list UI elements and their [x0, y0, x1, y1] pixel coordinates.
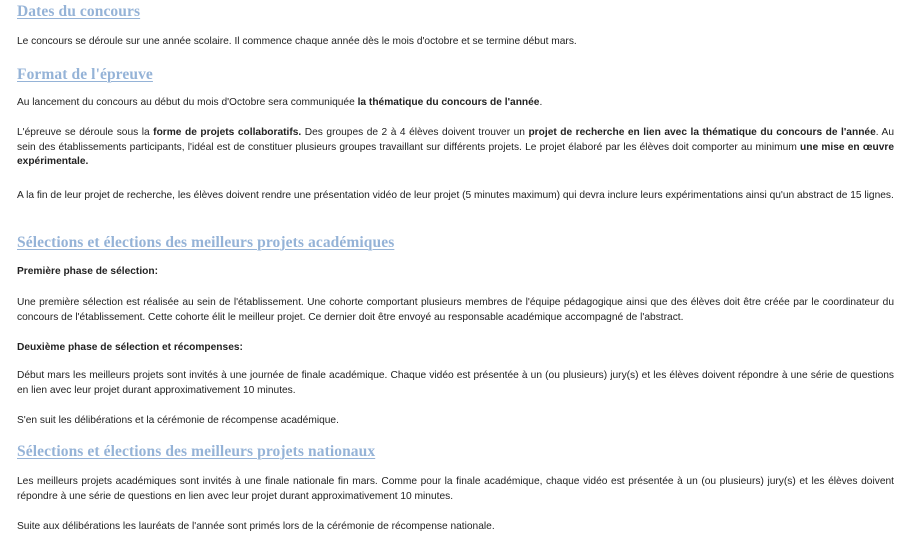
academic-paragraph-3: S'en suit les délibérations et la cérémonie de récompense académique.: [17, 415, 339, 426]
heading-academic: Sélections et élections des meilleurs projets académiques: [17, 234, 395, 251]
academic-subheading-1: Première phase de sélection:: [17, 266, 158, 277]
national-paragraph-2: Suite aux délibérations les lauréats de l'année sont primés lors de la cérémonie de récompense nationale.: [17, 521, 495, 532]
academic-subheading-2: Deuxième phase de sélection et récompenses:: [17, 342, 243, 353]
heading-national: Sélections et élections des meilleurs projets nationaux: [17, 443, 376, 460]
format-paragraph-2: L'épreuve se déroule sous la forme de projets collaboratifs. Des groupes de 2 à 4 élèves doivent trouver un projet de recherche en lien avec la thématique du concours de l'année. Au sein des établissements participants, l'idéal est de constituer plusieurs groupes travaillant sur différents projets. Le projet élaboré par les élèves doit comporter au minimum une mise en œuvre expérimentale.: [17, 127, 895, 168]
academic-paragraph-1: Une première sélection est réalisée au sein de l'établissement. Une cohorte comportant plusieurs membres de l'équipe pédagogique ainsi que des élèves doit être créée par le coordinateur du concours de l'établissement. Cette cohorte élit le meilleur projet. Ce dernier doit être envoyé au responsable académique accompagné de l'abstract.: [17, 297, 894, 323]
format-paragraph-1: Au lancement du concours au début du mois d'Octobre sera communiquée la thématique du concours de l'année.: [17, 97, 543, 108]
national-paragraph-1: Les meilleurs projets académiques sont invités à une finale nationale fin mars. Comme pour la finale académique, chaque vidéo est présentée à un (ou plusieurs) jury(s) et les élèves doivent répondre à une série de questions en lien avec leur projet durant approximativement 10 minutes.: [17, 476, 894, 502]
heading-format: Format de l'épreuve: [17, 66, 153, 83]
academic-paragraph-2: Début mars les meilleurs projets sont invités à une journée de finale académique. Chaque vidéo est présentée à un (ou plusieurs) jury(s) et les élèves doivent répondre à une série de questions en lien avec leur projet durant approximativement 10 minutes.: [17, 370, 894, 396]
heading-dates: Dates du concours: [17, 3, 141, 20]
format-paragraph-3: A la fin de leur projet de recherche, les élèves doivent rendre une présentation vidéo de leur projet (5 minutes maximum) qui devra inclure leurs expérimentations ainsi qu'un abstract de 15 lignes.: [17, 190, 894, 201]
dates-paragraph: Le concours se déroule sur une année scolaire. Il commence chaque année dès le mois d'octobre et se termine début mars.: [17, 36, 577, 47]
